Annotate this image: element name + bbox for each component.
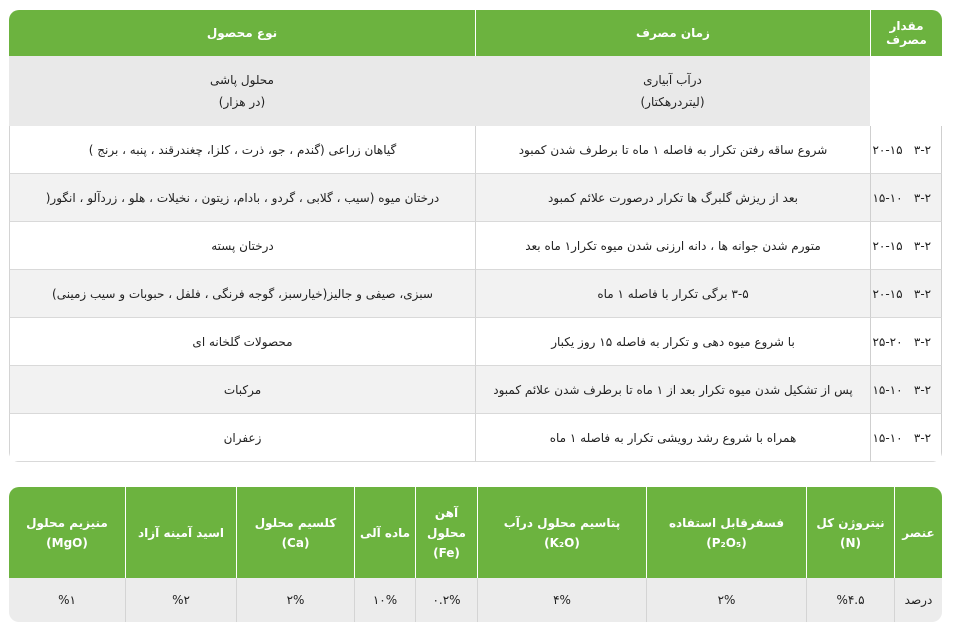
header-line: نیتروژن کل bbox=[816, 515, 885, 530]
crop-type: گیاهان زراعی (گندم ، جو، ذرت ، کلزا، چغندرقند ، پنبه ، برنج ) bbox=[9, 126, 475, 174]
header-calcium bbox=[236, 487, 354, 578]
header-magnesium bbox=[9, 487, 125, 578]
dose-irrigation: ۲۰-۱۵ bbox=[870, 126, 904, 174]
dose-foliar: ۳-۲ bbox=[904, 174, 942, 222]
table-row bbox=[9, 270, 942, 318]
header-line: ماده آلی bbox=[359, 525, 411, 540]
value-cell: درصد bbox=[894, 578, 942, 622]
table-row bbox=[9, 126, 942, 174]
subheader-dose bbox=[870, 56, 942, 126]
value-cell: %۱ bbox=[9, 578, 125, 622]
dose-foliar: ۳-۲ bbox=[904, 222, 942, 270]
header-element bbox=[894, 487, 942, 578]
usage-time: بعد از ریزش گلبرگ ها تکرار درصورت علائم کمبود bbox=[475, 174, 870, 222]
dose-foliar: ۳-۲ bbox=[904, 318, 942, 366]
header-dose: مقدار مصرف bbox=[870, 10, 942, 56]
usage-time: متورم شدن جوانه ها ، دانه ارزنی شدن میوه تکرار۱ ماه بعد bbox=[475, 222, 870, 270]
header-line: عنصر bbox=[902, 525, 935, 540]
usage-subheader-row bbox=[9, 56, 942, 126]
dose-irrigation: ۲۵-۲۰ bbox=[870, 318, 904, 366]
crop-type: محصولات گلخانه ای bbox=[9, 318, 475, 366]
header-line: فسفرقابل استفاده bbox=[668, 515, 785, 530]
subheader-crop-line2: (در هزار) bbox=[218, 95, 266, 109]
header-formula: (P₂O₅) bbox=[706, 535, 747, 550]
dose-irrigation: ۱۵-۱۰ bbox=[870, 414, 904, 462]
value-cell: ۲% bbox=[236, 578, 354, 622]
composition-header-row bbox=[9, 487, 942, 578]
header-crop: نوع محصول bbox=[9, 10, 475, 56]
header-line: کلسیم محلول bbox=[254, 515, 337, 530]
composition-table bbox=[9, 487, 942, 622]
dose-irrigation: ۲۰-۱۵ bbox=[870, 222, 904, 270]
dose-irrigation: ۱۵-۱۰ bbox=[870, 174, 904, 222]
table-row bbox=[9, 414, 942, 462]
header-line: اسید آمینه آزاد bbox=[137, 525, 224, 540]
value-cell: ۲% bbox=[646, 578, 806, 622]
header-phosphorus bbox=[646, 487, 806, 578]
table-row bbox=[9, 366, 942, 414]
table-row bbox=[9, 174, 942, 222]
header-iron bbox=[415, 487, 477, 578]
value-cell: %۴.۵ bbox=[806, 578, 894, 622]
subheader-crop-line1: محلول پاشی bbox=[210, 73, 274, 87]
usage-table bbox=[9, 10, 942, 462]
usage-time: با شروع میوه دهی و تکرار به فاصله ۱۵ روز یکبار bbox=[475, 318, 870, 366]
value-cell: ۱۰% bbox=[354, 578, 415, 622]
crop-type: درختان پسته bbox=[9, 222, 475, 270]
dose-foliar: ۳-۲ bbox=[904, 366, 942, 414]
dose-foliar: ۳-۲ bbox=[904, 414, 942, 462]
usage-header-row bbox=[9, 10, 942, 56]
subheader-time bbox=[475, 56, 870, 126]
header-line: پتاسیم محلول درآب bbox=[503, 515, 621, 530]
header-organic-matter bbox=[354, 487, 415, 578]
crop-type: سبزی، صیفی و جالیز(خیارسبز، گوجه فرنگی ، فلفل ، حبوبات و سیب زمینی) bbox=[9, 270, 475, 318]
usage-time: پس از تشکیل شدن میوه تکرار بعد از ۱ ماه تا برطرف شدن علائم کمبود bbox=[475, 366, 870, 414]
header-formula: (Fe) bbox=[433, 545, 460, 560]
usage-time: ۳-۵ برگی تکرار با فاصله ۱ ماه bbox=[475, 270, 870, 318]
composition-value-row bbox=[9, 578, 942, 622]
subheader-crop bbox=[9, 56, 475, 126]
header-formula: (Ca) bbox=[281, 535, 310, 550]
table-row bbox=[9, 222, 942, 270]
header-total-nitrogen bbox=[806, 487, 894, 578]
header-formula: (MgO) bbox=[46, 535, 88, 550]
value-cell: ۰.۲% bbox=[415, 578, 477, 622]
dose-irrigation: ۲۰-۱۵ bbox=[870, 270, 904, 318]
usage-time: شروع ساقه رفتن تکرار به فاصله ۱ ماه تا برطرف شدن کمبود bbox=[475, 126, 870, 174]
header-amino-acid bbox=[125, 487, 236, 578]
crop-type: زعفران bbox=[9, 414, 475, 462]
value-cell: %۲ bbox=[125, 578, 236, 622]
dose-foliar: ۳-۲ bbox=[904, 270, 942, 318]
dose-irrigation: ۱۵-۱۰ bbox=[870, 366, 904, 414]
usage-time: همراه با شروع رشد رویشی تکرار به فاصله ۱ ماه bbox=[475, 414, 870, 462]
crop-type: مرکبات bbox=[9, 366, 475, 414]
subheader-time-line2: (لیتردرهکتار) bbox=[640, 95, 705, 109]
header-formula: (K₂O) bbox=[544, 535, 580, 550]
header-potassium bbox=[477, 487, 646, 578]
value-cell: ۴% bbox=[477, 578, 646, 622]
table-row bbox=[9, 318, 942, 366]
header-line: آهن محلول bbox=[427, 505, 466, 540]
header-time: زمان مصرف bbox=[475, 10, 870, 56]
crop-type: درختان میوه (سیب ، گلابی ، گردو ، بادام، زیتون ، نخیلات ، هلو ، زردآلو ، انگور( bbox=[9, 174, 475, 222]
header-formula: (N) bbox=[839, 535, 861, 550]
dose-foliar: ۳-۲ bbox=[904, 126, 942, 174]
header-line: منیزیم محلول bbox=[26, 515, 108, 530]
subheader-time-line1: درآب آبیاری bbox=[643, 73, 702, 87]
